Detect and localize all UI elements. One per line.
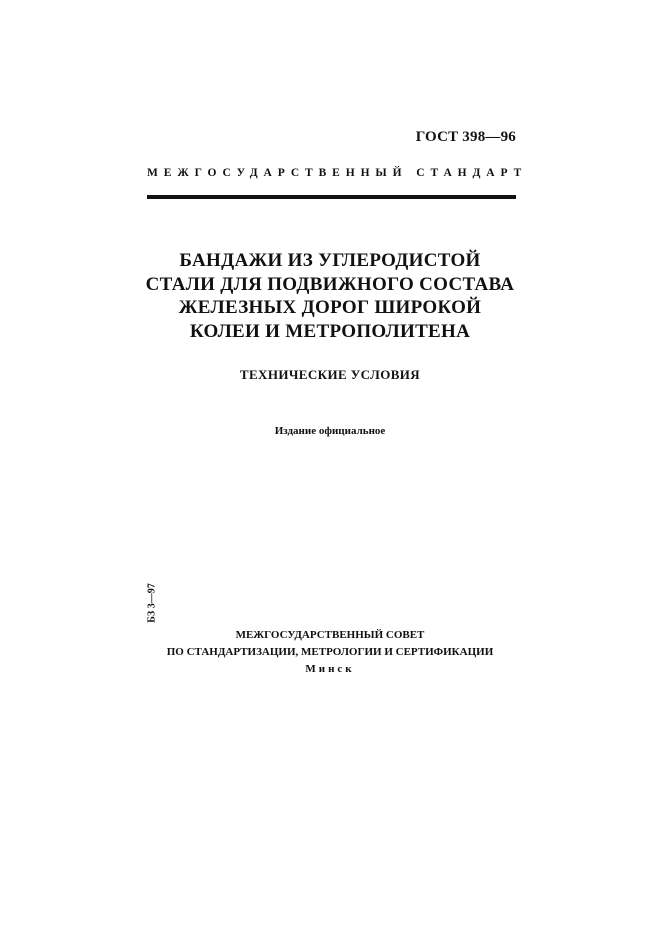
side-code: БЗ 3—97 xyxy=(146,583,158,623)
publisher-line: ПО СТАНДАРТИЗАЦИИ, МЕТРОЛОГИИ И СЕРТИФИКАЦИИ xyxy=(166,646,494,658)
title-line: ЖЕЛЕЗНЫХ ДОРОГ ШИРОКОЙ xyxy=(178,297,482,318)
publisher-block xyxy=(80,627,580,678)
gost-number: ГОСТ 398—96 xyxy=(415,129,516,145)
document-subtitle: ТЕХНИЧЕСКИЕ УСЛОВИЯ xyxy=(239,367,421,382)
edition-note: Издание официальное xyxy=(274,425,386,437)
title-line: СТАЛИ ДЛЯ ПОДВИЖНОГО СОСТАВА xyxy=(145,273,515,295)
header-rule xyxy=(147,195,516,199)
publisher-city: Минск xyxy=(305,663,355,675)
publisher-line: МЕЖГОСУДАРСТВЕННЫЙ СОВЕТ xyxy=(235,629,425,641)
document-title xyxy=(80,249,580,343)
title-line: БАНДАЖИ ИЗ УГЛЕРОДИСТОЙ xyxy=(179,250,481,271)
standard-type-heading: МЕЖГОСУДАРСТВЕННЫЙ СТАНДАРТ xyxy=(147,167,528,179)
title-line: КОЛЕИ И МЕТРОПОЛИТЕНА xyxy=(189,320,471,342)
